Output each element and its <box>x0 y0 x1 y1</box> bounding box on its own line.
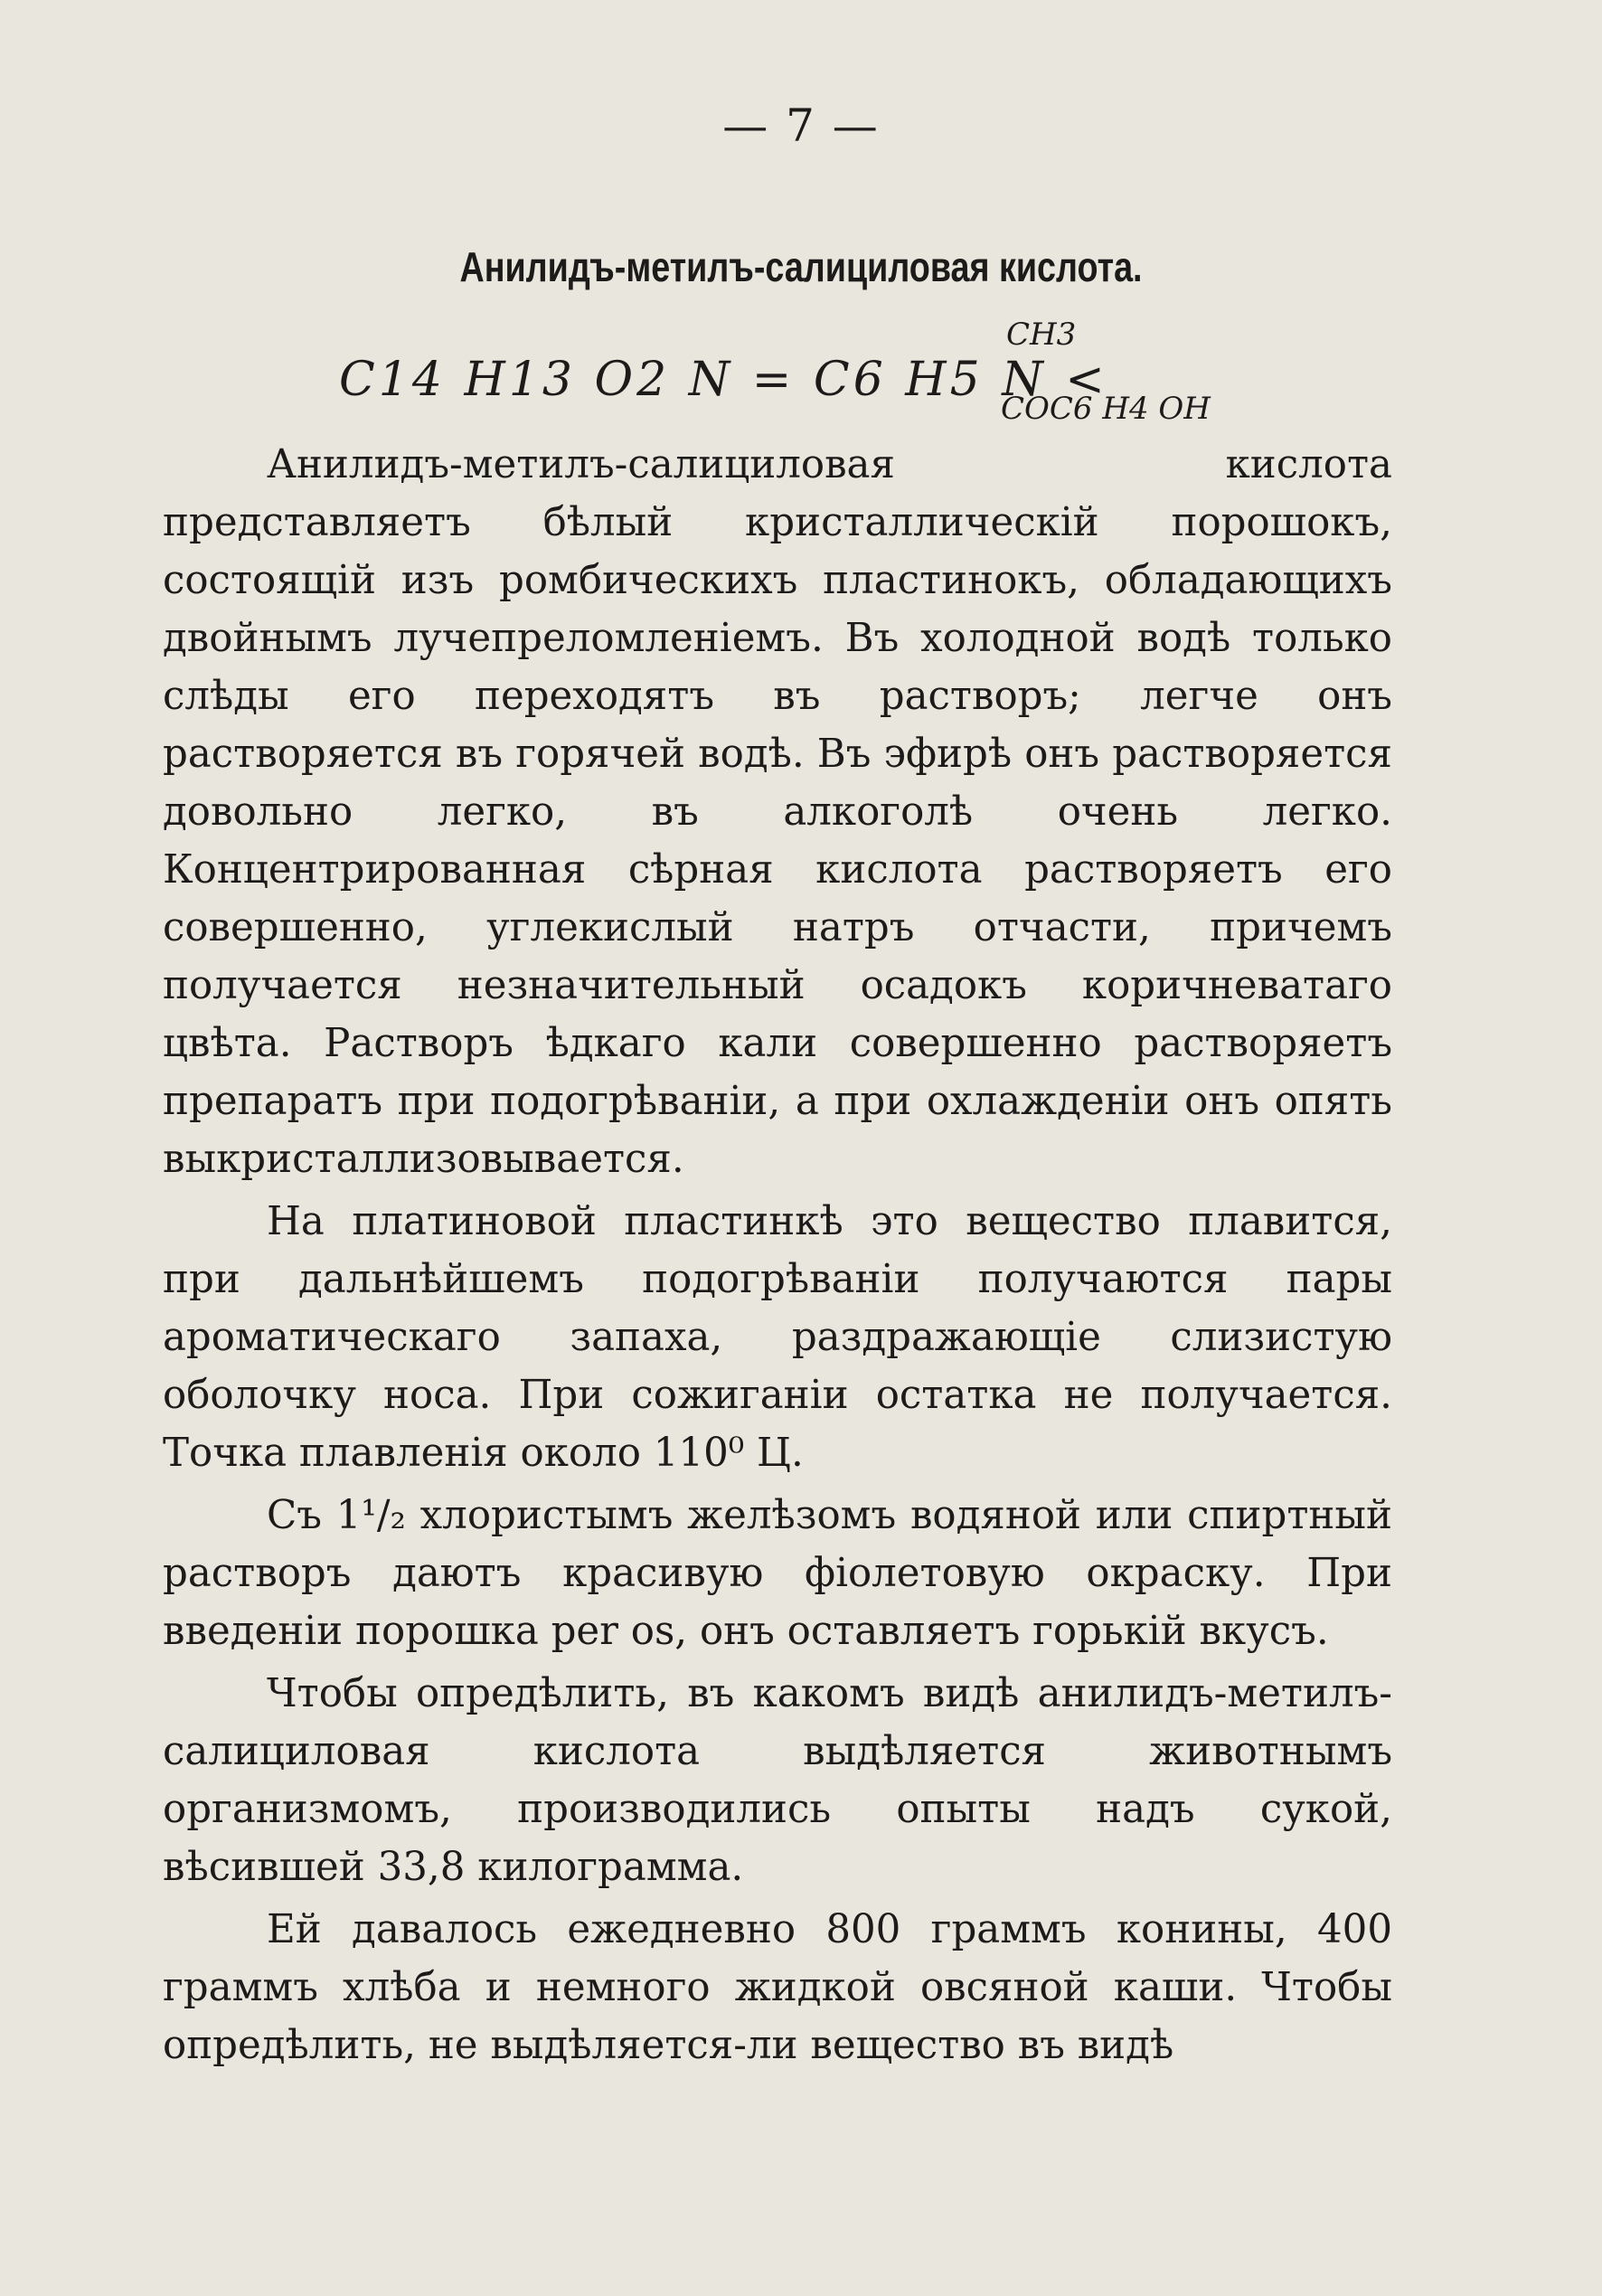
formula-main: C14 H13 O2 N = C6 H5 N < <box>339 353 1108 407</box>
paragraph-5: Ей давалось ежедневно 800 граммъ конины, 400 граммъ хлѣба и немного жидкой овсяной каши. Чтобы опредѣлить, не выдѣляется-ли вещество въ видѣ <box>163 1907 1392 2068</box>
formula-bottom-branch: COC6 H4 OH <box>1001 391 1211 427</box>
chemical-formula <box>339 317 1243 434</box>
section-heading: Анилидъ-метилъ-салициловая кислота. <box>459 243 1143 290</box>
formula-top-branch: CH3 <box>1006 317 1077 353</box>
paragraph-1: Анилидъ-метилъ-салициловая кислота представляетъ бѣлый кристаллическій порошокъ, состоящій изъ ромбическихъ пластинокъ, обладающихъ двойнымъ лучепреломленіемъ. Въ холодной водѣ только слѣды его переходятъ въ растворъ; легче онъ растворяется въ горячей водѣ. Въ эфирѣ онъ растворяется довольно легко, въ алкоголѣ очень легко. Концентрированная сѣрная кислота растворяетъ его совершенно, углекислый натръ отчасти, причемъ получается незначительный осадокъ коричневатаго цвѣта. Растворъ ѣдкаго кали совершенно растворяетъ препаратъ при подогрѣваніи, а при охлажденіи онъ опять выкристаллизовывается. <box>163 442 1392 1182</box>
body-text <box>163 436 1392 2079</box>
paragraph-3: Съ 1¹/₂ хлористымъ желѣзомъ водяной или спиртный растворъ даютъ красивую фіолетовую окраску. При введеніи порошка per os, онъ оставляетъ горькій вкусъ. <box>163 1493 1392 1654</box>
paragraph-4: Чтобы опредѣлить, въ какомъ видѣ анилидъ-метилъ-салициловая кислота выдѣляется животнымъ организмомъ, производились опыты надъ сукой, вѣсившей 33,8 килограмма. <box>163 1671 1392 1890</box>
paragraph-2: На платиновой пластинкѣ это вещество плавится, при дальнѣйшемъ подогрѣваніи получаются пары ароматическаго запаха, раздражающіе слизистую оболочку носа. При сожиганіи остатка не получается. Точка плавленія около 110⁰ Ц. <box>163 1199 1392 1476</box>
page-number: — 7 — <box>722 99 880 152</box>
